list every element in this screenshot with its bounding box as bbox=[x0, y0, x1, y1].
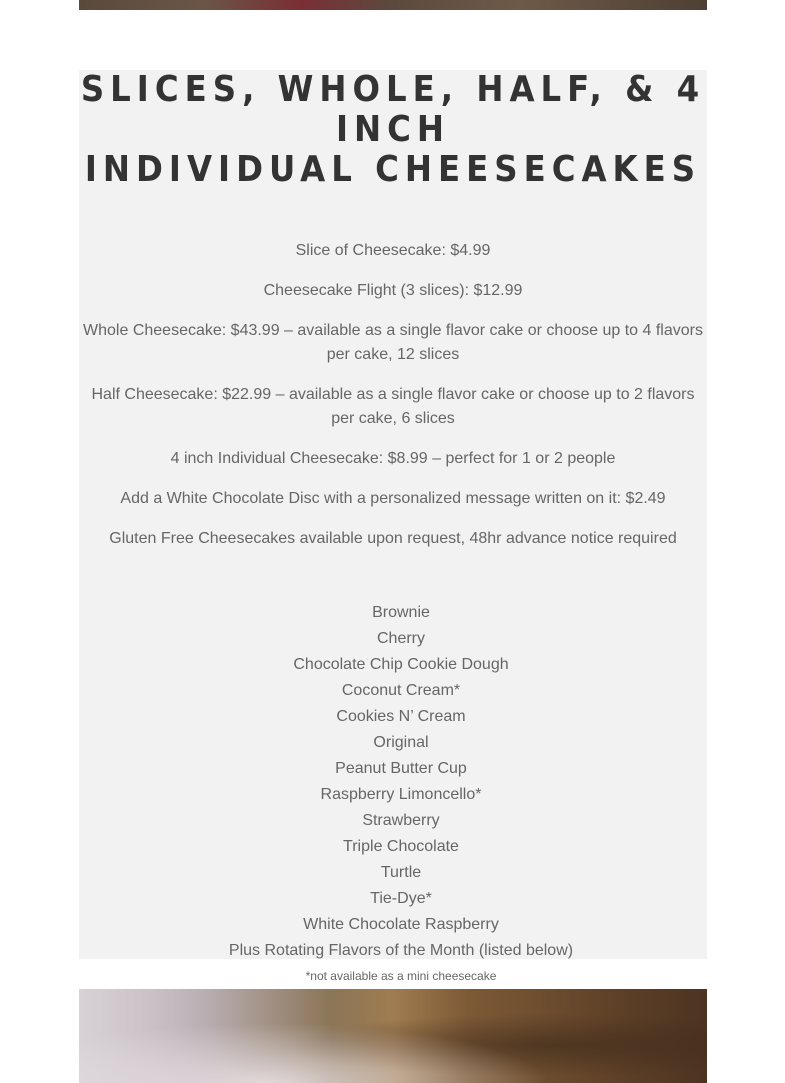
flavor-item: Tie-Dye* bbox=[370, 890, 432, 907]
flavor-item: White Chocolate Raspberry bbox=[303, 916, 499, 933]
flavor-item: Chocolate Chip Cookie Dough bbox=[293, 656, 509, 673]
flavor-item: Brownie bbox=[372, 604, 430, 621]
flavor-list bbox=[87, 600, 715, 964]
flavor-item: Peanut Butter Cup bbox=[335, 760, 467, 777]
flavor-item: Cookies N’ Cream bbox=[336, 708, 466, 725]
price-white-chocolate-disc: Add a White Chocolate Disc with a personalized message written on it: $2.49 bbox=[120, 490, 666, 507]
cheesecake-menu-card bbox=[79, 69, 707, 983]
flavor-item: Cherry bbox=[376, 630, 425, 647]
price-slice: Slice of Cheesecake: $4.99 bbox=[295, 242, 491, 259]
top-photo bbox=[79, 0, 707, 10]
menu-title-line-2: INDIVIDUAL CHEESECAKES bbox=[84, 149, 702, 190]
price-flight: Cheesecake Flight (3 slices): $12.99 bbox=[263, 282, 523, 299]
bottom-photo-shading bbox=[79, 989, 707, 1083]
flavor-item: Strawberry bbox=[362, 812, 440, 829]
menu-title bbox=[79, 70, 707, 190]
price-individual: 4 inch Individual Cheesecake: $8.99 – perfect for 1 or 2 people bbox=[170, 450, 616, 467]
mini-cheesecake-footnote: *not available as a mini cheesecake bbox=[305, 969, 497, 983]
flavor-item: Original bbox=[373, 734, 429, 751]
flavor-item: Triple Chocolate bbox=[343, 838, 459, 855]
flavor-item: Raspberry Limoncello* bbox=[320, 786, 482, 803]
bottom-photo bbox=[79, 989, 707, 1083]
price-list bbox=[79, 239, 707, 551]
flavor-item-rotating: Plus Rotating Flavors of the Month (listed below) bbox=[228, 942, 574, 959]
price-whole: Whole Cheesecake: $43.99 – available as a single flavor cake or choose up to 4 flavors per cake, 12 slices bbox=[83, 322, 703, 363]
price-half: Half Cheesecake: $22.99 – available as a single flavor cake or choose up to 2 flavors per cake, 6 slices bbox=[91, 386, 695, 427]
menu-title-line-1: SLICES, WHOLE, HALF, & 4 INCH bbox=[80, 69, 706, 150]
flavor-item: Coconut Cream* bbox=[341, 682, 461, 699]
flavor-item: Turtle bbox=[380, 864, 422, 881]
gluten-free-note: Gluten Free Cheesecakes available upon request, 48hr advance notice required bbox=[109, 530, 677, 547]
